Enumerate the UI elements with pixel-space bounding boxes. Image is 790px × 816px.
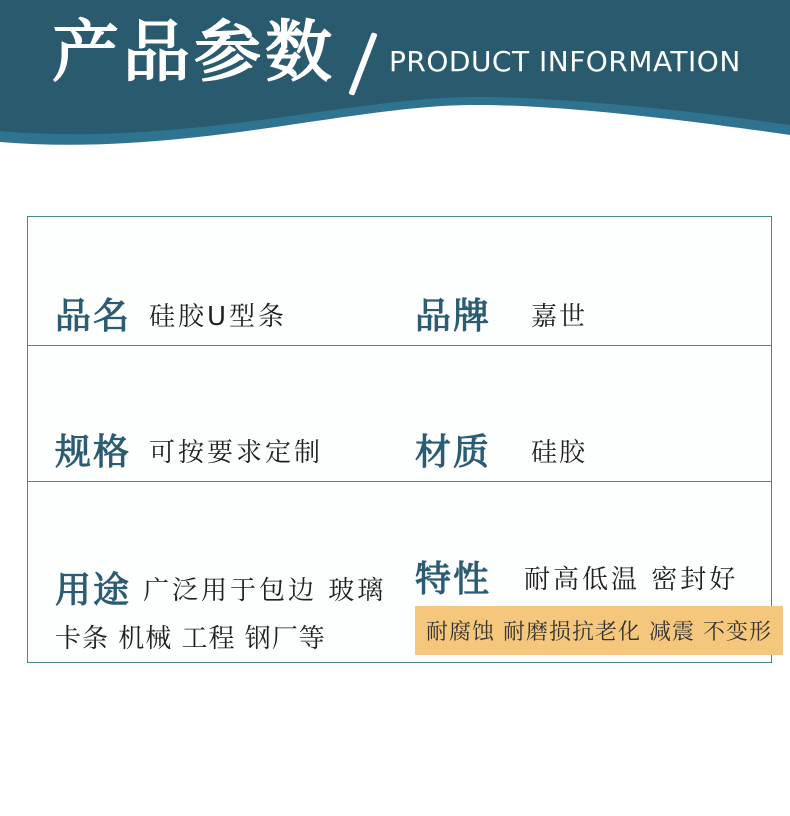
spec-value: 可按要求定制 (149, 438, 324, 469)
page-title: 产品参数 (52, 13, 336, 91)
table-row (28, 482, 771, 662)
spec-value: 嘉世 (531, 302, 588, 333)
spec-cell-usage (28, 482, 415, 662)
features-highlight-badge: 耐腐蚀 耐磨损抗老化 减震 不变形 (415, 606, 783, 655)
usage-line-1 (55, 570, 387, 611)
spec-cell-features (415, 482, 789, 662)
spec-cell-material (415, 346, 771, 481)
spec-value: 耐高低温 密封好 (524, 565, 739, 596)
spec-cell-specification (28, 346, 415, 481)
features-line-1 (415, 559, 739, 600)
table-row (28, 346, 771, 482)
spec-label: 品牌 (415, 296, 492, 337)
spec-cell-brand (415, 217, 771, 345)
spec-label: 特性 (415, 559, 492, 600)
spec-cell-product-name (28, 217, 415, 345)
spec-label: 用途 (55, 570, 132, 611)
product-info-header (0, 0, 790, 160)
spec-value: 广泛用于包边 玻璃 (143, 576, 387, 607)
spec-label: 品名 (55, 296, 132, 337)
spec-value: 硅胶 (531, 438, 588, 469)
spec-label: 规格 (55, 432, 132, 473)
usage-line-2: 卡条 机械 工程 钢厂等 (55, 624, 326, 654)
spec-value: 硅胶U型条 (149, 302, 288, 333)
table-row (28, 217, 771, 346)
spec-label: 材质 (415, 432, 492, 473)
page-subtitle: PRODUCT INFORMATION (389, 45, 741, 78)
product-spec-table (27, 216, 772, 663)
